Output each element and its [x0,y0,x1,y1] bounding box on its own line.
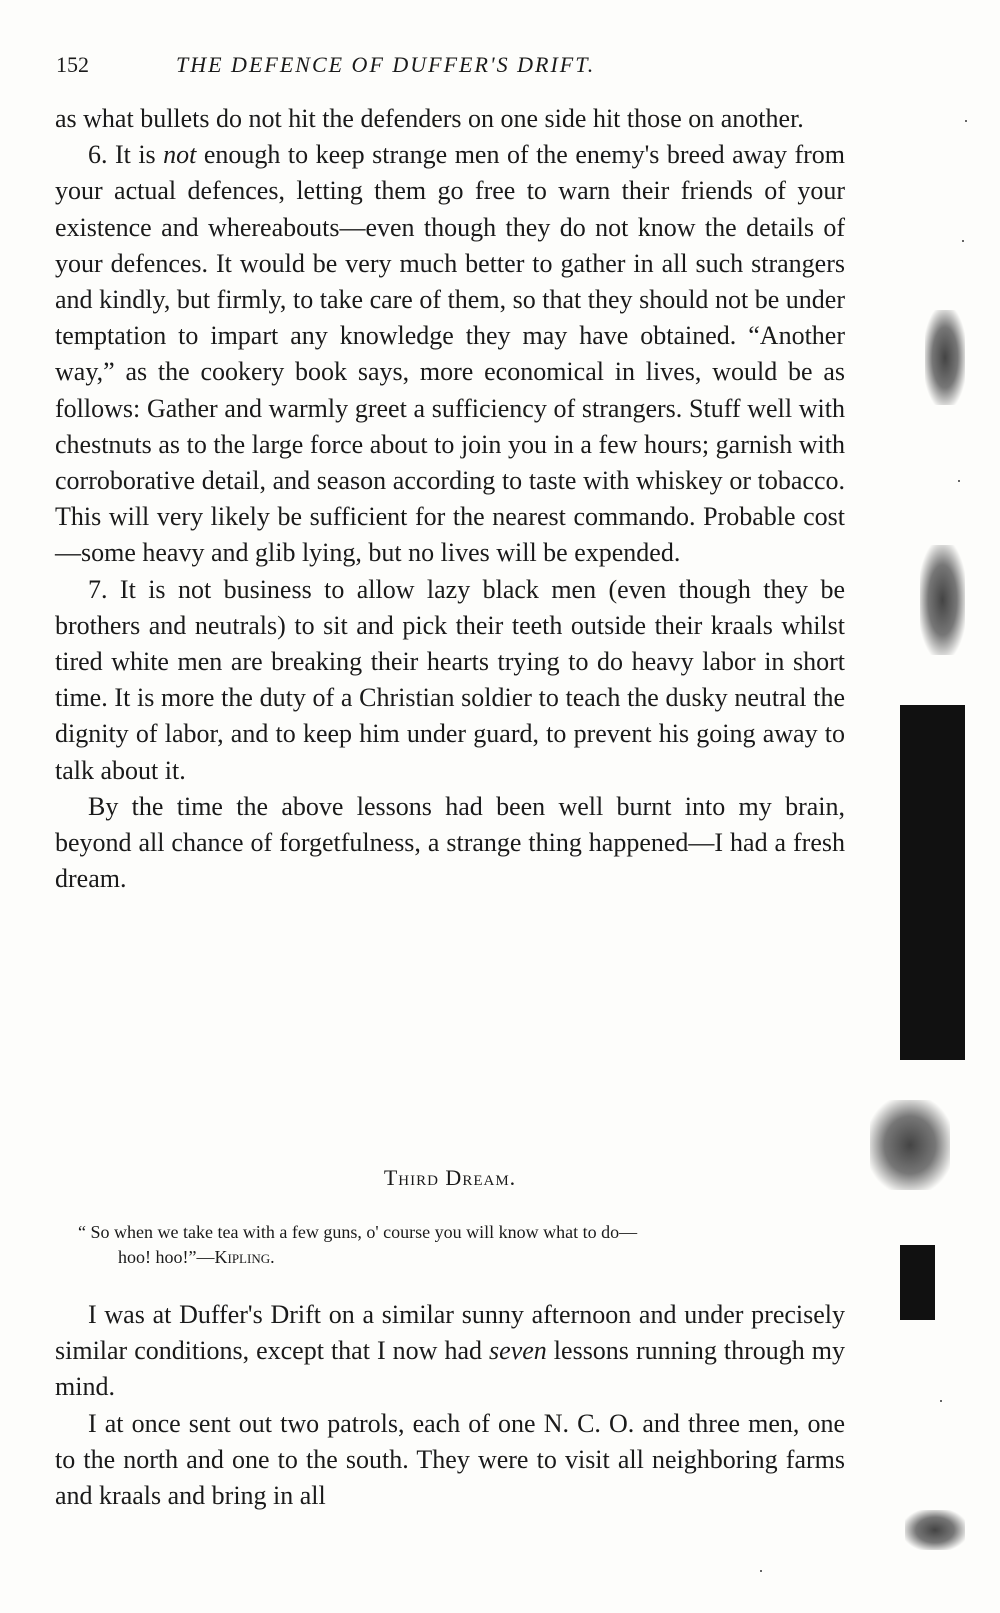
page-number: 152 [56,52,89,77]
dream-1-prefix: I was at Duffer's Drift on a similar sunny afternoon and under precisely similar conditions, except that I now had [55,1300,845,1366]
scan-artifact [900,1245,935,1320]
lesson-6-emphasis: not [163,140,197,170]
epigraph-attribution: Kipling. [214,1247,275,1267]
dream-1-emphasis: seven [489,1336,547,1366]
scan-speck [760,1570,762,1572]
scan-artifact [925,310,965,405]
lesson-6-text: enough to keep strange men of the enemy's breed away from your actual defences, letting them go free to warn their friends of your existence and whereabouts—even though they do not know the details of your defences. It would be very much better to gather in all such strangers and kindly, but firmly, to take care of them, so that they should not be under temptation to impart any knowledge they may have obtained. “Another way,” as the cookery book says, more economical in lives, would be as follows: Gather and warmly greet a sufficiency of strangers. Stuff well with chestnuts as to the large force about to join you in a few hours; garnish with corroborative detail, and season according to taste with whiskey or tobacco. This will very likely be sufficient for the nearest commando. Probable cost—some heavy and glib lying, but no lives will be expended. [55,140,845,568]
scan-speck [958,480,960,482]
paragraph-transition: By the time the above lessons had been well burnt into my brain, beyond all chance of forgetfulness, a strange thing happened—I had a fresh dream. [55,791,845,894]
paragraph-dream-2: I at once sent out two patrols, each of one N. C. O. and three men, one to the north and one to the south. They were to visit all neighboring farms and kraals and bring in all [55,1408,845,1511]
scan-artifact [920,545,965,655]
lesson-6-prefix: 6. It is [88,140,164,170]
epigraph-line-2 [78,1245,848,1270]
paragraph-continuation: as what bullets do not hit the defenders on one side hit those on another. [55,104,804,133]
paragraph-dream-1 [55,1297,845,1406]
epigraph-line-2-text: hoo! hoo!”— [118,1247,215,1267]
scan-speck [962,240,964,242]
scan-artifact [870,1100,950,1190]
running-title: THE DEFENCE OF DUFFER'S DRIFT. [176,52,596,77]
section-heading: Third Dream. [383,1165,517,1190]
scan-speck [965,120,967,122]
dream-1-rest: lessons running through my mind. [55,1336,845,1402]
dream-text-block [55,1297,845,1514]
main-text-block [55,101,845,897]
paragraph-lesson-7: 7. It is not business to allow lazy black men (even though they be brothers and neutrals) to sit and pick their teeth outside their kraals whilst tired white men are breaking their hearts trying to do heavy labor in short time. It is more the duty of a Christian soldier to teach the dusky neutral the dignity of labor, and to keep him under guard, to prevent his going away to talk about it. [55,574,845,785]
paragraph-lesson-6 [55,137,845,571]
epigraph-line-1: “ So when we take tea with a few guns, o' course you will know what to do— [78,1222,638,1242]
scan-artifact [900,705,965,1060]
epigraph [78,1220,848,1270]
running-header [56,52,846,84]
scan-speck [940,1400,942,1402]
scan-artifact [905,1510,965,1550]
